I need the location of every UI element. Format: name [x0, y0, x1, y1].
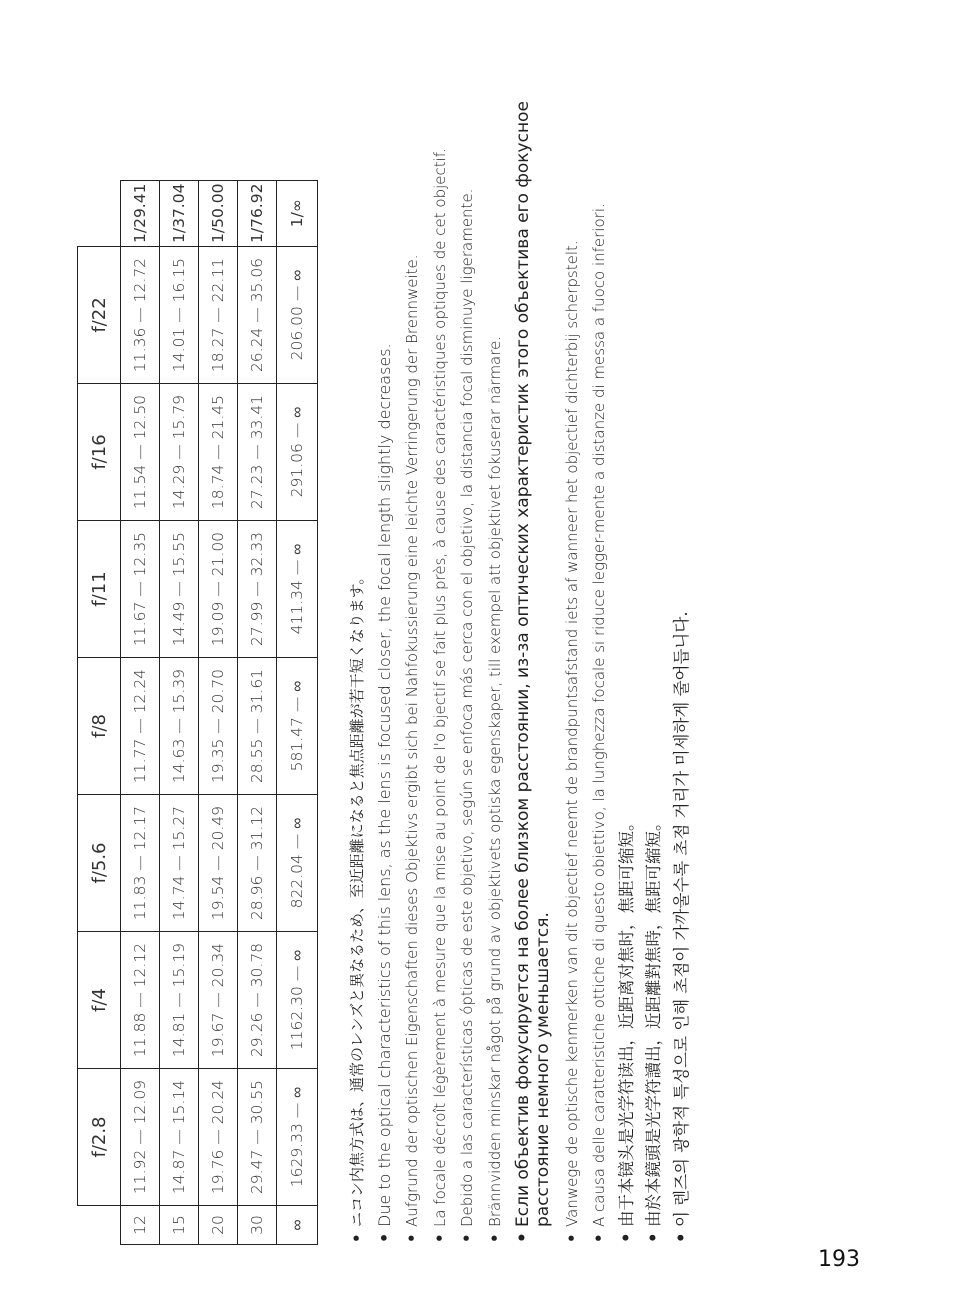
range-cell: 19.35 — 20.70	[199, 658, 238, 795]
note-english	[376, 60, 394, 1245]
bullet-icon: •	[458, 1233, 476, 1243]
range-cell: 26.24 — 35.06	[238, 247, 277, 384]
bullet-icon: •	[616, 1232, 636, 1243]
range-cell: 14.81 — 15.19	[160, 932, 199, 1069]
range-cell: 19.76 — 20.24	[199, 1069, 238, 1206]
reproduction-ratio-cell: 1/∞	[277, 180, 318, 246]
range-cell: 19.54 — 20.49	[199, 795, 238, 932]
rotated-page-content	[65, 60, 945, 1245]
bullet-icon: •	[590, 1233, 608, 1243]
range-cell: 14.49 — 15.55	[160, 521, 199, 658]
range-cell: 29.47 — 30.55	[238, 1069, 277, 1206]
note-text: La focale décroît légèrement à mesure que la mise au point de l'o bjectif se fait plus près, à cause des caractéristiques optiques de cet objectif.	[430, 148, 449, 1227]
note-russian	[513, 60, 553, 1245]
distance-cell: ∞	[277, 1206, 318, 1245]
range-cell: 291.06 — ∞	[277, 384, 318, 521]
note-italian	[590, 60, 608, 1245]
range-cell: 27.23 — 33.41	[238, 384, 277, 521]
note-text: 由於本鏡頭是光学符讀出，近距離對焦時，焦距可縮短。	[644, 814, 663, 1227]
range-cell: 14.01 — 16.15	[160, 247, 199, 384]
range-cell: 28.55 — 31.61	[238, 658, 277, 795]
range-cell: 14.63 — 15.39	[160, 658, 199, 795]
distance-cell: 12	[121, 1206, 160, 1245]
note-text: ニコン内焦方式は、通常のレンズと異なるため、至近距離になると焦点距離が若干短くなります。	[348, 569, 366, 1227]
range-cell: 411.34 — ∞	[277, 521, 318, 658]
bullet-icon: •	[485, 1233, 504, 1243]
note-text: 由于本镜头是光学符读出，近距离对焦时，焦距可缩短。	[616, 814, 636, 1227]
reproduction-ratio-cell: 1/50.00	[199, 180, 238, 246]
note-traditional-chinese	[645, 60, 663, 1245]
range-cell: 822.04 — ∞	[277, 795, 318, 932]
range-cell: 11.36 — 12.72	[121, 247, 160, 384]
range-cell: 18.74 — 21.45	[199, 384, 238, 521]
table-row	[238, 180, 277, 1244]
reproduction-ratio-cell: 1/37.04	[160, 180, 199, 246]
aperture-header: f/11	[78, 521, 121, 658]
bullet-icon: •	[562, 1233, 581, 1243]
range-cell: 28.96 — 31.12	[238, 795, 277, 932]
range-cell: 29.26 — 30.78	[238, 932, 277, 1069]
note-japanese	[348, 60, 366, 1245]
aperture-header: f/5.6	[78, 795, 121, 932]
note-text: Vanwege de optische kenmerken van dit objectief neemt de brandpuntsafstand iets af wanneer het objectief dichterbij scherpstelt.	[562, 240, 581, 1227]
range-cell: 27.99 — 32.33	[238, 521, 277, 658]
bullet-icon: •	[348, 1233, 366, 1243]
reproduction-ratio-cell: 1/29.41	[121, 180, 160, 246]
range-cell: 581.47 — ∞	[277, 658, 318, 795]
note-text: Due to the optical characteristics of this lens, as the lens is focused closer, the focal length slightly decreases.	[374, 343, 394, 1227]
aperture-header: f/8	[78, 658, 121, 795]
aperture-header: f/16	[78, 384, 121, 521]
bullet-icon: •	[513, 1232, 533, 1243]
aperture-header: f/2.8	[78, 1069, 121, 1206]
range-cell: 11.88 — 12.12	[121, 932, 160, 1069]
note-german	[403, 60, 421, 1245]
range-cell: 11.77 — 12.24	[121, 658, 160, 795]
range-cell: 19.09 — 21.00	[199, 521, 238, 658]
range-cell: 14.87 — 15.14	[160, 1069, 199, 1206]
table-header-row	[78, 180, 121, 1244]
note-text: Aufgrund der optischen Eigenschaften dieses Objektivs ergibt sich bei Nahfokussierung eine leichte Verringerung der Brennweite.	[403, 254, 421, 1227]
range-cell: 11.54 — 12.50	[121, 384, 160, 521]
note-text: Если объектив фокусируется на более близком расстоянии, из-за оптических характеристик этого объектива его фокусное расстояние немного уменьшается.	[513, 101, 553, 1227]
depth-of-field-table	[77, 180, 318, 1245]
range-cell: 19.67 — 20.34	[199, 932, 238, 1069]
bullet-icon: •	[374, 1232, 394, 1243]
table-row	[277, 180, 318, 1244]
table-row	[199, 180, 238, 1244]
distance-cell: 20	[199, 1206, 238, 1245]
table-row	[121, 180, 160, 1244]
distance-header-cell	[78, 1206, 121, 1245]
page-number: 193	[818, 1247, 860, 1272]
table-row	[160, 180, 199, 1244]
note-swedish	[486, 60, 504, 1245]
bullet-icon: •	[644, 1232, 663, 1243]
range-cell: 11.67 — 12.35	[121, 521, 160, 658]
bullet-icon: •	[430, 1233, 449, 1243]
range-cell: 206.00 — ∞	[277, 247, 318, 384]
focal-length-notes-list	[348, 60, 700, 1245]
note-text: 이 렌즈의 광학적 특성으로 인해 초점이 가까울수록 초점 거리가 미세하게 줄어듭니다.	[671, 611, 691, 1227]
range-cell: 14.74 — 15.27	[160, 795, 199, 932]
note-text: Debido a las características ópticas de este objetivo, según se enfoca más cerca con el objetivo, la distancia focal disminuye ligeramente.	[458, 188, 476, 1227]
note-korean	[673, 60, 691, 1245]
range-cell: 14.29 — 15.79	[160, 384, 199, 521]
aperture-header: f/4	[78, 932, 121, 1069]
ratio-header-cell	[78, 180, 121, 246]
note-french	[431, 60, 449, 1245]
range-cell: 11.92 — 12.09	[121, 1069, 160, 1206]
range-cell: 11.83 — 12.17	[121, 795, 160, 932]
range-cell: 1629.33 — ∞	[277, 1069, 318, 1206]
note-text: Brännvidden minskar något på grund av objektivets optiska egenskaper, till exempel att objektivet fokuserar närmare.	[485, 335, 504, 1227]
range-cell: 18.27 — 22.11	[199, 247, 238, 384]
distance-cell: 15	[160, 1206, 199, 1245]
note-simplified-chinese	[618, 60, 636, 1245]
note-text: A causa delle caratteristiche ottiche di questo obiettivo, la lunghezza focale si riduce legger-mente a distanze di messa a fuoco inferiori.	[590, 203, 608, 1227]
bullet-icon: •	[403, 1233, 421, 1243]
distance-cell: 30	[238, 1206, 277, 1245]
note-spanish	[458, 60, 476, 1245]
reproduction-ratio-cell: 1/76.92	[238, 180, 277, 246]
note-dutch	[563, 60, 581, 1245]
bullet-icon: •	[671, 1232, 691, 1243]
aperture-header: f/22	[78, 247, 121, 384]
range-cell: 1162.30 — ∞	[277, 932, 318, 1069]
